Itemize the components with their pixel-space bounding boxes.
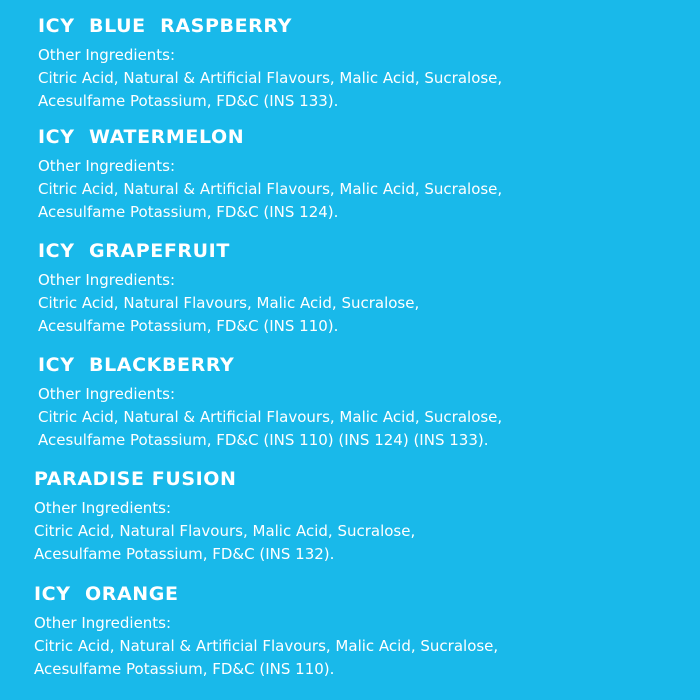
ingredients-line: Acesulfame Potassium, FD&C (INS 133). [38,92,339,110]
ingredients-line: Citric Acid, Natural Flavours, Malic Acid, Sucralose, [38,294,420,312]
ingredients-heading: Other Ingredients: [38,271,176,289]
ingredients-heading: Other Ingredients: [38,157,176,175]
flavor-name: ICY ORANGE [34,583,179,605]
ingredients-heading: Other Ingredients: [34,499,172,517]
ingredients-heading: Other Ingredients: [38,385,176,403]
ingredients-line: Citric Acid, Natural & Artificial Flavours, Malic Acid, Sucralose, [34,637,499,655]
flavor-name: ICY BLACKBERRY [38,354,235,376]
flavor-block-icy-blue-raspberry [38,14,698,113]
flavor-block-icy-grapefruit [38,239,698,338]
ingredients-line: Acesulfame Potassium, FD&C (INS 110) (INS 124) (INS 133). [38,431,489,449]
flavor-name: ICY GRAPEFRUIT [38,240,230,262]
ingredients-line: Citric Acid, Natural & Artificial Flavours, Malic Acid, Sucralose, [38,408,503,426]
flavor-block-paradise-fusion [34,467,694,566]
ingredients-heading: Other Ingredients: [38,46,176,64]
ingredients-heading: Other Ingredients: [34,614,172,632]
flavor-block-icy-orange [34,582,694,681]
ingredients-line: Citric Acid, Natural & Artificial Flavours, Malic Acid, Sucralose, [38,180,503,198]
ingredients-line: Acesulfame Potassium, FD&C (INS 110). [38,317,339,335]
flavor-name: ICY BLUE RASPBERRY [38,15,292,37]
ingredients-line: Citric Acid, Natural & Artificial Flavours, Malic Acid, Sucralose, [38,69,503,87]
flavor-name: ICY WATERMELON [38,126,245,148]
ingredients-line: Acesulfame Potassium, FD&C (INS 124). [38,203,339,221]
ingredients-line: Acesulfame Potassium, FD&C (INS 132). [34,545,335,563]
ingredients-line: Citric Acid, Natural Flavours, Malic Acid, Sucralose, [34,522,416,540]
flavor-block-icy-watermelon [38,125,698,224]
flavor-name: PARADISE FUSION [34,468,237,490]
flavor-block-icy-blackberry [38,353,698,452]
ingredients-line: Acesulfame Potassium, FD&C (INS 110). [34,660,335,678]
